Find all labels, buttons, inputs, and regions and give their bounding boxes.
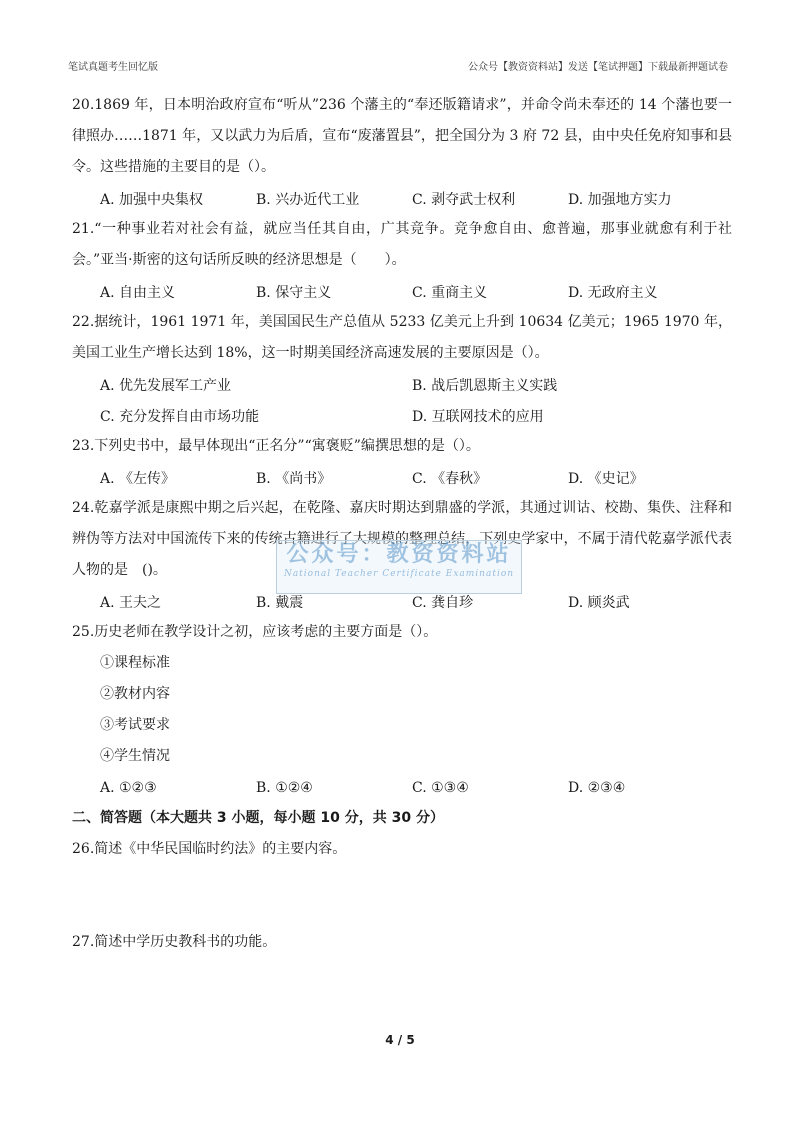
option: B. 戴震 <box>256 594 304 611</box>
option: B. 兴办近代工业 <box>256 191 360 208</box>
question-20-options <box>72 183 732 214</box>
option: C. 龚自珍 <box>412 594 474 611</box>
watermark-sub-text: National Teacher Certificate Examination <box>283 569 515 579</box>
option: B. 保守主义 <box>256 284 332 301</box>
question-21-stem: 21.“一种事业若对社会有益，就应当任其自由，广其竞争。竞争愈自由、愈普遍，那事业就愈有利于社会。”亚当·斯密的这句话所反映的经济思想是（ ）。 <box>72 221 732 268</box>
option: A. 《左传》 <box>100 470 176 487</box>
watermark-main-text: 公众号：教资资料站 <box>286 542 512 567</box>
option: C. 充分发挥自由市场功能 <box>100 408 260 425</box>
question-27: 27.简述中学历史教科书的功能。 <box>72 934 277 950</box>
question-25-item: ④学生情况 <box>100 748 170 764</box>
option: C. 重商主义 <box>412 284 488 301</box>
header-right-text: 公众号【教资资料站】发送【笔试押题】下载最新押题试卷 <box>468 62 728 73</box>
question-22-options-row1 <box>72 369 732 400</box>
option: A. 自由主义 <box>100 284 176 301</box>
option: D. 顾炎武 <box>568 594 630 611</box>
option: C. 剥夺武士权利 <box>412 191 516 208</box>
option: A. ①②③ <box>100 779 157 796</box>
section-2-title: 二、简答题（本大题共 3 小题，每小题 10 分，共 30 分） <box>72 810 444 826</box>
option: C. ①③④ <box>412 779 469 796</box>
watermark <box>276 540 522 594</box>
question-25-options <box>72 772 732 803</box>
question-25-item: ③考试要求 <box>100 717 170 733</box>
question-22-options-row2 <box>72 400 732 431</box>
question-22-stem: 22.据统计，1961 1971 年，美国国民生产总值从 5233 亿美元上升到 10634 亿美元；1965 1970 年，美国工业生产增长达到 18%，这一时期美国经济高速发展的主要原因是（）。 <box>72 314 732 361</box>
option: A. 加强中央集权 <box>100 191 204 208</box>
option: B. 战后凯恩斯主义实践 <box>412 377 558 394</box>
question-25-item: ②教材内容 <box>100 686 170 702</box>
option: D. ②③④ <box>568 779 626 796</box>
option: D. 加强地方实力 <box>568 191 672 208</box>
option: A. 王夫之 <box>100 594 162 611</box>
question-20-stem: 20.1869 年，日本明治政府宣布“听从”236 个藩主的“奉还版籍请求”，并命令尚未奉还的 14 个藩也要一律照办……1871 年，又以武力为后盾，宣布“废藩置县”，把全国分为 3 府 72 县，由中央任免府知事和县令。这些措施的主要目的是（）。 <box>72 97 732 175</box>
option: B. ①②④ <box>256 779 313 796</box>
question-content <box>72 90 732 958</box>
question-21-options <box>72 276 732 307</box>
question-24-stem: 24.乾嘉学派是康熙中期之后兴起，在乾隆、嘉庆时期达到鼎盛的学派，其通过训诂、校勘、集佚、注释和辨伪等方法对中国流传下来的传统古籍进行了大规模的整理总结，下列史学家中，不属于清代乾嘉学派代表人物的是 ()。 <box>72 500 732 578</box>
option: A. 优先发展军工产业 <box>100 377 232 394</box>
header-left-text: 笔试真题考生回忆版 <box>68 62 158 73</box>
option: B. 《尚书》 <box>256 470 332 487</box>
option: D. 互联网技术的应用 <box>412 408 544 425</box>
option: D. 《史记》 <box>568 470 644 487</box>
question-25-item: ①课程标准 <box>100 655 170 671</box>
option: C. 《春秋》 <box>412 470 488 487</box>
question-26: 26.简述《中华民国临时约法》的主要内容。 <box>72 841 347 857</box>
option: D. 无政府主义 <box>568 284 658 301</box>
page-number: 4 / 5 <box>385 1033 415 1047</box>
question-25-stem: 25.历史老师在教学设计之初，应该考虑的主要方面是（）。 <box>72 624 438 640</box>
answer-space <box>72 865 732 927</box>
question-23-options <box>72 462 732 493</box>
question-23-stem: 23.下列史书中，最早体现出“正名分”“寓褒贬”编撰思想的是（）。 <box>72 438 480 454</box>
